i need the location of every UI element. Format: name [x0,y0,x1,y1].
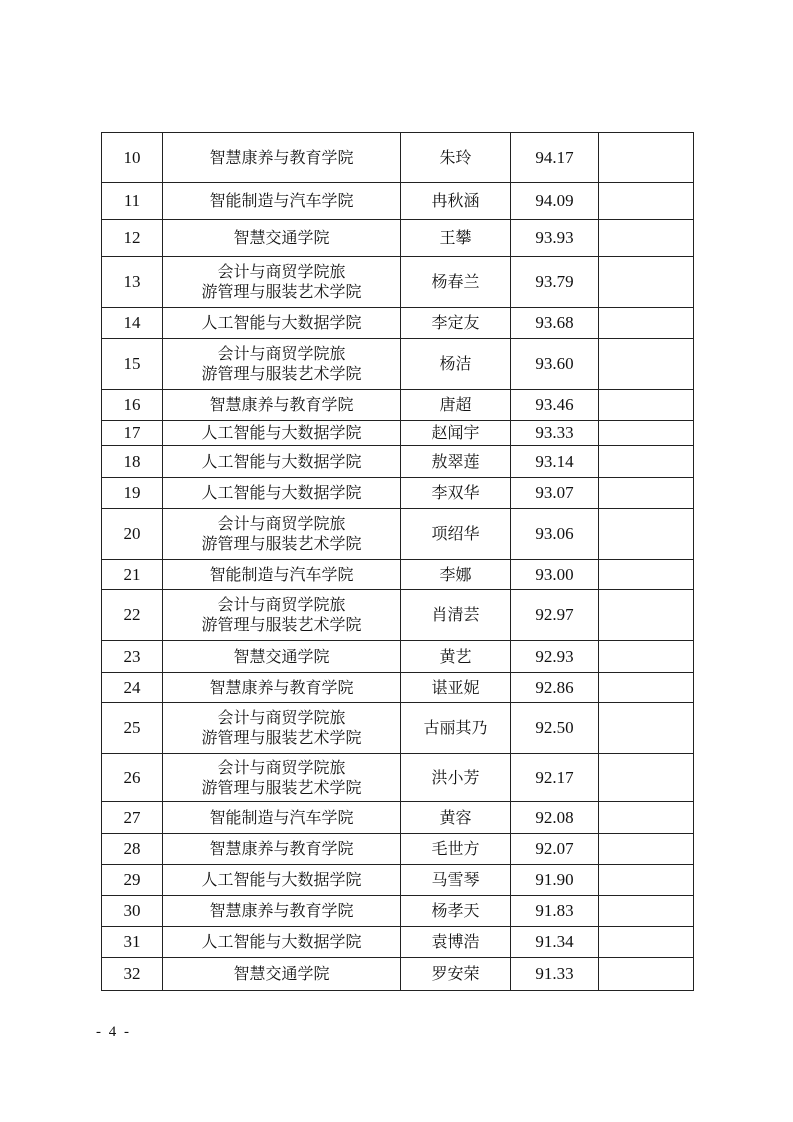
college-cell [163,183,401,220]
row-number: 11 [102,183,163,220]
score-cell: 92.86 [511,673,599,703]
note-cell [599,834,694,865]
row-number: 19 [102,478,163,509]
college-cell [163,478,401,509]
table-row [102,927,694,958]
note-cell [599,257,694,308]
name-cell: 项绍华 [401,509,511,560]
table-row [102,220,694,257]
table-row [102,802,694,834]
note-cell [599,754,694,802]
college-line: 会计与商贸学院旅 [217,595,346,614]
college-line: 游管理与服装艺术学院 [201,728,362,747]
score-cell: 91.83 [511,896,599,927]
row-number: 28 [102,834,163,865]
table-row [102,641,694,673]
college-line: 会计与商贸学院旅 [217,757,346,777]
table-row [102,133,694,183]
college-cell [163,339,401,390]
name-cell: 罗安荣 [401,958,511,991]
table-row [102,673,694,703]
name-cell: 毛世方 [401,834,511,865]
name-cell: 洪小芳 [401,754,511,802]
college-cell [163,865,401,896]
note-cell [599,446,694,478]
college-line: 会计与商贸学院旅 [217,344,346,363]
college-line: 智能制造与汽车学院 [209,807,354,827]
table-row [102,703,694,754]
college-cell [163,927,401,958]
score-cell: 94.17 [511,133,599,183]
table-row [102,390,694,421]
score-cell: 92.50 [511,703,599,754]
row-number: 32 [102,958,163,991]
row-number: 21 [102,560,163,590]
college-cell [163,673,401,703]
row-number: 17 [102,421,163,446]
college-line: 会计与商贸学院旅 [217,262,346,281]
row-number: 27 [102,802,163,834]
college-line: 游管理与服装艺术学院 [201,534,362,553]
name-cell: 马雪琴 [401,865,511,896]
name-cell: 李娜 [401,560,511,590]
college-line: 智慧康养与教育学院 [209,147,354,167]
score-cell: 93.06 [511,509,599,560]
row-number: 18 [102,446,163,478]
score-cell: 93.46 [511,390,599,421]
score-cell: 92.07 [511,834,599,865]
row-number: 20 [102,509,163,560]
college-line: 人工智能与大数据学院 [201,451,362,471]
row-number: 31 [102,927,163,958]
row-number: 24 [102,673,163,703]
college-line: 会计与商贸学院旅 [217,514,346,533]
note-cell [599,509,694,560]
row-number: 25 [102,703,163,754]
table-row [102,896,694,927]
name-cell: 杨孝天 [401,896,511,927]
note-cell [599,478,694,509]
note-cell [599,183,694,220]
score-cell: 93.07 [511,478,599,509]
score-cell: 94.09 [511,183,599,220]
college-cell [163,257,401,308]
row-number: 29 [102,865,163,896]
college-line: 人工智能与大数据学院 [201,870,362,889]
name-cell: 王攀 [401,220,511,257]
row-number: 16 [102,390,163,421]
row-number: 26 [102,754,163,802]
college-cell [163,446,401,478]
row-number: 12 [102,220,163,257]
score-cell: 93.60 [511,339,599,390]
score-cell: 93.79 [511,257,599,308]
table-row [102,339,694,390]
table-row [102,590,694,641]
name-cell: 谌亚妮 [401,673,511,703]
note-cell [599,673,694,703]
score-cell: 91.90 [511,865,599,896]
table-row [102,446,694,478]
note-cell [599,133,694,183]
college-cell [163,590,401,641]
row-number: 30 [102,896,163,927]
name-cell: 袁博浩 [401,927,511,958]
name-cell: 赵闻宇 [401,421,511,446]
college-cell [163,802,401,834]
score-cell: 92.08 [511,802,599,834]
college-line: 智慧康养与教育学院 [209,395,354,414]
note-cell [599,703,694,754]
college-cell [163,509,401,560]
row-number: 23 [102,641,163,673]
college-line: 智能制造与汽车学院 [209,564,354,584]
note-cell [599,560,694,590]
college-line: 智慧康养与教育学院 [209,901,354,920]
score-cell: 93.00 [511,560,599,590]
row-number: 15 [102,339,163,390]
note-cell [599,590,694,641]
name-cell: 杨春兰 [401,257,511,308]
college-cell [163,754,401,802]
score-cell: 93.68 [511,308,599,339]
note-cell [599,339,694,390]
note-cell [599,958,694,991]
college-cell [163,421,401,446]
note-cell [599,927,694,958]
table-row [102,257,694,308]
results-table-body [102,133,694,991]
college-cell [163,220,401,257]
score-cell: 92.93 [511,641,599,673]
college-cell [163,560,401,590]
page-number: - 4 - [96,1024,131,1040]
college-cell [163,703,401,754]
name-cell: 古丽其乃 [401,703,511,754]
row-number: 10 [102,133,163,183]
note-cell [599,220,694,257]
table-row [102,834,694,865]
college-line: 游管理与服装艺术学院 [201,282,362,301]
name-cell: 肖清芸 [401,590,511,641]
note-cell [599,896,694,927]
college-cell [163,834,401,865]
results-table [101,132,694,991]
note-cell [599,865,694,896]
college-line: 智慧康养与教育学院 [209,677,354,697]
college-line: 智慧交通学院 [233,228,330,247]
table-row [102,421,694,446]
college-line: 人工智能与大数据学院 [201,483,362,502]
college-line: 智慧康养与教育学院 [209,839,354,858]
name-cell: 黄容 [401,802,511,834]
college-line: 会计与商贸学院旅 [217,708,346,727]
note-cell [599,641,694,673]
row-number: 22 [102,590,163,641]
college-line: 人工智能与大数据学院 [201,423,362,442]
table-row [102,754,694,802]
score-cell: 91.33 [511,958,599,991]
note-cell [599,421,694,446]
row-number: 14 [102,308,163,339]
name-cell: 敖翠莲 [401,446,511,478]
college-line: 智慧交通学院 [233,646,330,666]
score-cell: 92.17 [511,754,599,802]
name-cell: 杨洁 [401,339,511,390]
note-cell [599,308,694,339]
college-line: 智能制造与汽车学院 [209,191,354,210]
row-number: 13 [102,257,163,308]
college-cell [163,390,401,421]
college-cell [163,958,401,991]
college-cell [163,896,401,927]
name-cell: 李双华 [401,478,511,509]
college-line: 人工智能与大数据学院 [201,932,362,951]
table-row [102,478,694,509]
table-row [102,183,694,220]
name-cell: 冉秋涵 [401,183,511,220]
name-cell: 黄艺 [401,641,511,673]
name-cell: 李定友 [401,308,511,339]
score-cell: 93.14 [511,446,599,478]
score-cell: 91.34 [511,927,599,958]
college-cell [163,308,401,339]
college-line: 游管理与服装艺术学院 [201,364,362,383]
note-cell [599,802,694,834]
table-row [102,509,694,560]
college-line: 人工智能与大数据学院 [201,313,362,332]
college-line: 智慧交通学院 [233,964,330,983]
college-line: 游管理与服装艺术学院 [201,777,362,797]
college-cell [163,641,401,673]
table-row [102,958,694,991]
table-row [102,560,694,590]
score-cell: 93.93 [511,220,599,257]
college-line: 游管理与服装艺术学院 [201,615,362,634]
score-cell: 92.97 [511,590,599,641]
table-row [102,865,694,896]
note-cell [599,390,694,421]
name-cell: 朱玲 [401,133,511,183]
table-row [102,308,694,339]
name-cell: 唐超 [401,390,511,421]
score-cell: 93.33 [511,421,599,446]
college-cell [163,133,401,183]
